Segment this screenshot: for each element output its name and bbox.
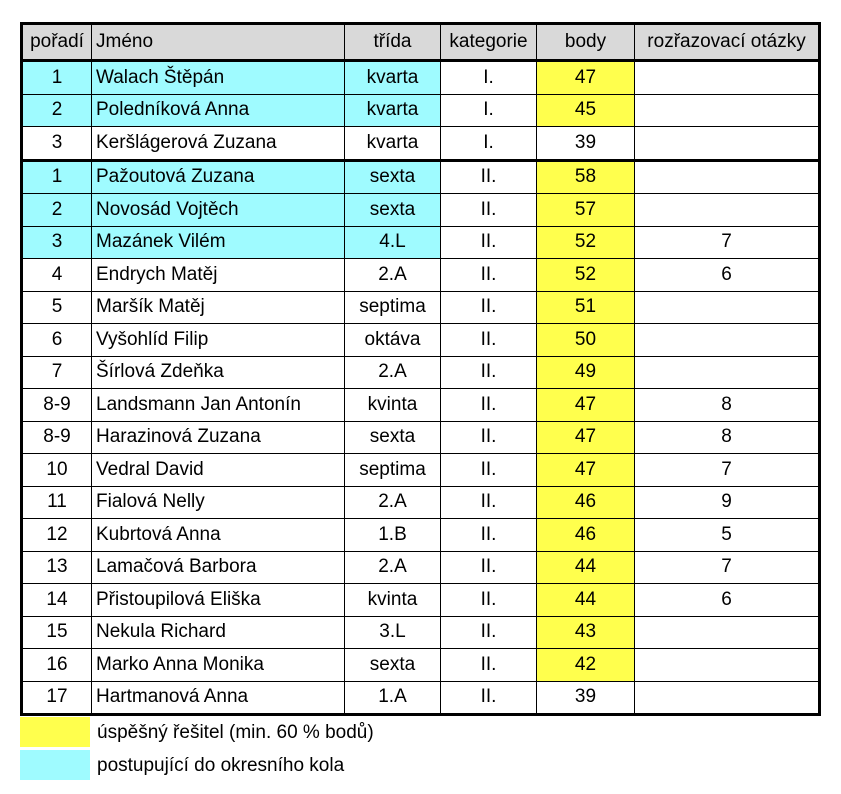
cell-category: I. (441, 61, 537, 95)
cell-class: sexta (345, 649, 441, 682)
table-row (22, 324, 820, 357)
cell-name: Keršlágerová Zuzana (92, 127, 345, 161)
table-row (22, 259, 820, 292)
table-row (22, 454, 820, 487)
cell-tiebreak (635, 160, 820, 194)
cell-points: 39 (537, 127, 635, 161)
cell-class: 2.A (345, 356, 441, 389)
cell-tiebreak: 6 (635, 584, 820, 617)
cell-points: 44 (537, 551, 635, 584)
cell-points: 47 (537, 389, 635, 422)
cell-rank: 13 (22, 551, 92, 584)
cell-points: 49 (537, 356, 635, 389)
cell-class: 2.A (345, 486, 441, 519)
cell-rank: 16 (22, 649, 92, 682)
cell-class: kvarta (345, 94, 441, 127)
cell-rank: 11 (22, 486, 92, 519)
cell-rank: 5 (22, 291, 92, 324)
cell-category: I. (441, 94, 537, 127)
cell-rank: 8-9 (22, 421, 92, 454)
cell-class: sexta (345, 194, 441, 227)
header-row (22, 24, 820, 61)
cell-points: 45 (537, 94, 635, 127)
cell-category: II. (441, 454, 537, 487)
cell-category: II. (441, 421, 537, 454)
table-row (22, 649, 820, 682)
cell-category: II. (441, 259, 537, 292)
cell-tiebreak: 9 (635, 486, 820, 519)
cell-class: kvarta (345, 127, 441, 161)
cell-name: Fialová Nelly (92, 486, 345, 519)
cell-points: 47 (537, 454, 635, 487)
cell-points: 58 (537, 160, 635, 194)
cell-category: II. (441, 291, 537, 324)
cell-name: Vyšohlíd Filip (92, 324, 345, 357)
cell-points: 52 (537, 259, 635, 292)
cell-name: Mazánek Vilém (92, 226, 345, 259)
table-row (22, 486, 820, 519)
table-row (22, 160, 820, 194)
header-category: kategorie (441, 24, 537, 61)
cell-tiebreak: 7 (635, 226, 820, 259)
header-name: Jméno (92, 24, 345, 61)
cell-rank: 8-9 (22, 389, 92, 422)
cell-class: 4.L (345, 226, 441, 259)
header-class: třída (345, 24, 441, 61)
table-row (22, 584, 820, 617)
table-row (22, 291, 820, 324)
cell-category: II. (441, 551, 537, 584)
table-row (22, 94, 820, 127)
cell-category: II. (441, 226, 537, 259)
cell-points: 46 (537, 519, 635, 552)
cell-tiebreak: 8 (635, 421, 820, 454)
cell-class: 1.B (345, 519, 441, 552)
cell-points: 47 (537, 421, 635, 454)
cell-name: Poledníková Anna (92, 94, 345, 127)
cell-tiebreak (635, 61, 820, 95)
cell-category: II. (441, 584, 537, 617)
cell-points: 51 (537, 291, 635, 324)
legend-successful-label: úspěšný řešitel (min. 60 % bodů) (97, 722, 374, 743)
cell-points: 46 (537, 486, 635, 519)
cell-name: Vedral David (92, 454, 345, 487)
cell-name: Endrych Matěj (92, 259, 345, 292)
cell-class: oktáva (345, 324, 441, 357)
header-tiebreak: rozřazovací otázky (635, 24, 820, 61)
cell-rank: 2 (22, 194, 92, 227)
cell-rank: 3 (22, 226, 92, 259)
cell-class: kvinta (345, 389, 441, 422)
cell-name: Maršík Matěj (92, 291, 345, 324)
cell-category: II. (441, 486, 537, 519)
cell-category: II. (441, 519, 537, 552)
cell-tiebreak: 7 (635, 551, 820, 584)
table-row (22, 551, 820, 584)
cell-class: sexta (345, 160, 441, 194)
cell-name: Kubrtová Anna (92, 519, 345, 552)
cell-tiebreak: 6 (635, 259, 820, 292)
cell-rank: 6 (22, 324, 92, 357)
cell-rank: 17 (22, 681, 92, 715)
cell-class: sexta (345, 421, 441, 454)
cell-name: Šírlová Zdeňka (92, 356, 345, 389)
cell-rank: 14 (22, 584, 92, 617)
cell-name: Novosád Vojtěch (92, 194, 345, 227)
results-table (20, 22, 821, 716)
cell-name: Harazinová Zuzana (92, 421, 345, 454)
cell-class: 2.A (345, 551, 441, 584)
cell-tiebreak (635, 616, 820, 649)
cell-rank: 10 (22, 454, 92, 487)
cell-rank: 4 (22, 259, 92, 292)
cell-tiebreak: 8 (635, 389, 820, 422)
cell-tiebreak: 7 (635, 454, 820, 487)
cell-points: 44 (537, 584, 635, 617)
table-row (22, 421, 820, 454)
cell-rank: 15 (22, 616, 92, 649)
table-row (22, 681, 820, 715)
cell-rank: 3 (22, 127, 92, 161)
cell-points: 52 (537, 226, 635, 259)
cell-class: kvinta (345, 584, 441, 617)
cell-name: Hartmanová Anna (92, 681, 345, 715)
cell-category: II. (441, 194, 537, 227)
cell-tiebreak (635, 356, 820, 389)
cell-category: II. (441, 324, 537, 357)
legend-advancing-swatch (20, 750, 90, 780)
cell-points: 39 (537, 681, 635, 715)
cell-points: 43 (537, 616, 635, 649)
legend-successful-swatch (20, 717, 90, 747)
table-row (22, 389, 820, 422)
legend-advancing-label: postupující do okresního kola (97, 755, 345, 776)
cell-rank: 2 (22, 94, 92, 127)
cell-category: II. (441, 356, 537, 389)
cell-tiebreak (635, 324, 820, 357)
cell-tiebreak (635, 127, 820, 161)
header-rank: pořadí (22, 24, 92, 61)
cell-points: 57 (537, 194, 635, 227)
cell-points: 42 (537, 649, 635, 682)
cell-rank: 7 (22, 356, 92, 389)
cell-category: II. (441, 681, 537, 715)
cell-tiebreak (635, 649, 820, 682)
cell-tiebreak (635, 194, 820, 227)
table-row (22, 194, 820, 227)
cell-name: Landsmann Jan Antonín (92, 389, 345, 422)
table-row (22, 519, 820, 552)
table-row (22, 61, 820, 95)
cell-category: II. (441, 649, 537, 682)
cell-name: Lamačová Barbora (92, 551, 345, 584)
cell-class: 2.A (345, 259, 441, 292)
table-row (22, 127, 820, 161)
cell-class: 1.A (345, 681, 441, 715)
cell-points: 47 (537, 61, 635, 95)
cell-rank: 1 (22, 160, 92, 194)
cell-points: 50 (537, 324, 635, 357)
cell-class: kvarta (345, 61, 441, 95)
results-table-body (22, 61, 820, 715)
cell-class: septima (345, 291, 441, 324)
cell-name: Nekula Richard (92, 616, 345, 649)
cell-category: II. (441, 389, 537, 422)
cell-category: II. (441, 160, 537, 194)
cell-name: Walach Štěpán (92, 61, 345, 95)
cell-class: septima (345, 454, 441, 487)
cell-class: 3.L (345, 616, 441, 649)
cell-tiebreak (635, 94, 820, 127)
cell-name: Přistoupilová Eliška (92, 584, 345, 617)
cell-tiebreak (635, 681, 820, 715)
cell-category: I. (441, 127, 537, 161)
cell-tiebreak: 5 (635, 519, 820, 552)
table-row (22, 356, 820, 389)
cell-rank: 1 (22, 61, 92, 95)
header-points: body (537, 24, 635, 61)
table-row (22, 226, 820, 259)
cell-rank: 12 (22, 519, 92, 552)
cell-category: II. (441, 616, 537, 649)
cell-name: Pažoutová Zuzana (92, 160, 345, 194)
cell-tiebreak (635, 291, 820, 324)
results-table-header (22, 24, 820, 61)
cell-name: Marko Anna Monika (92, 649, 345, 682)
table-row (22, 616, 820, 649)
